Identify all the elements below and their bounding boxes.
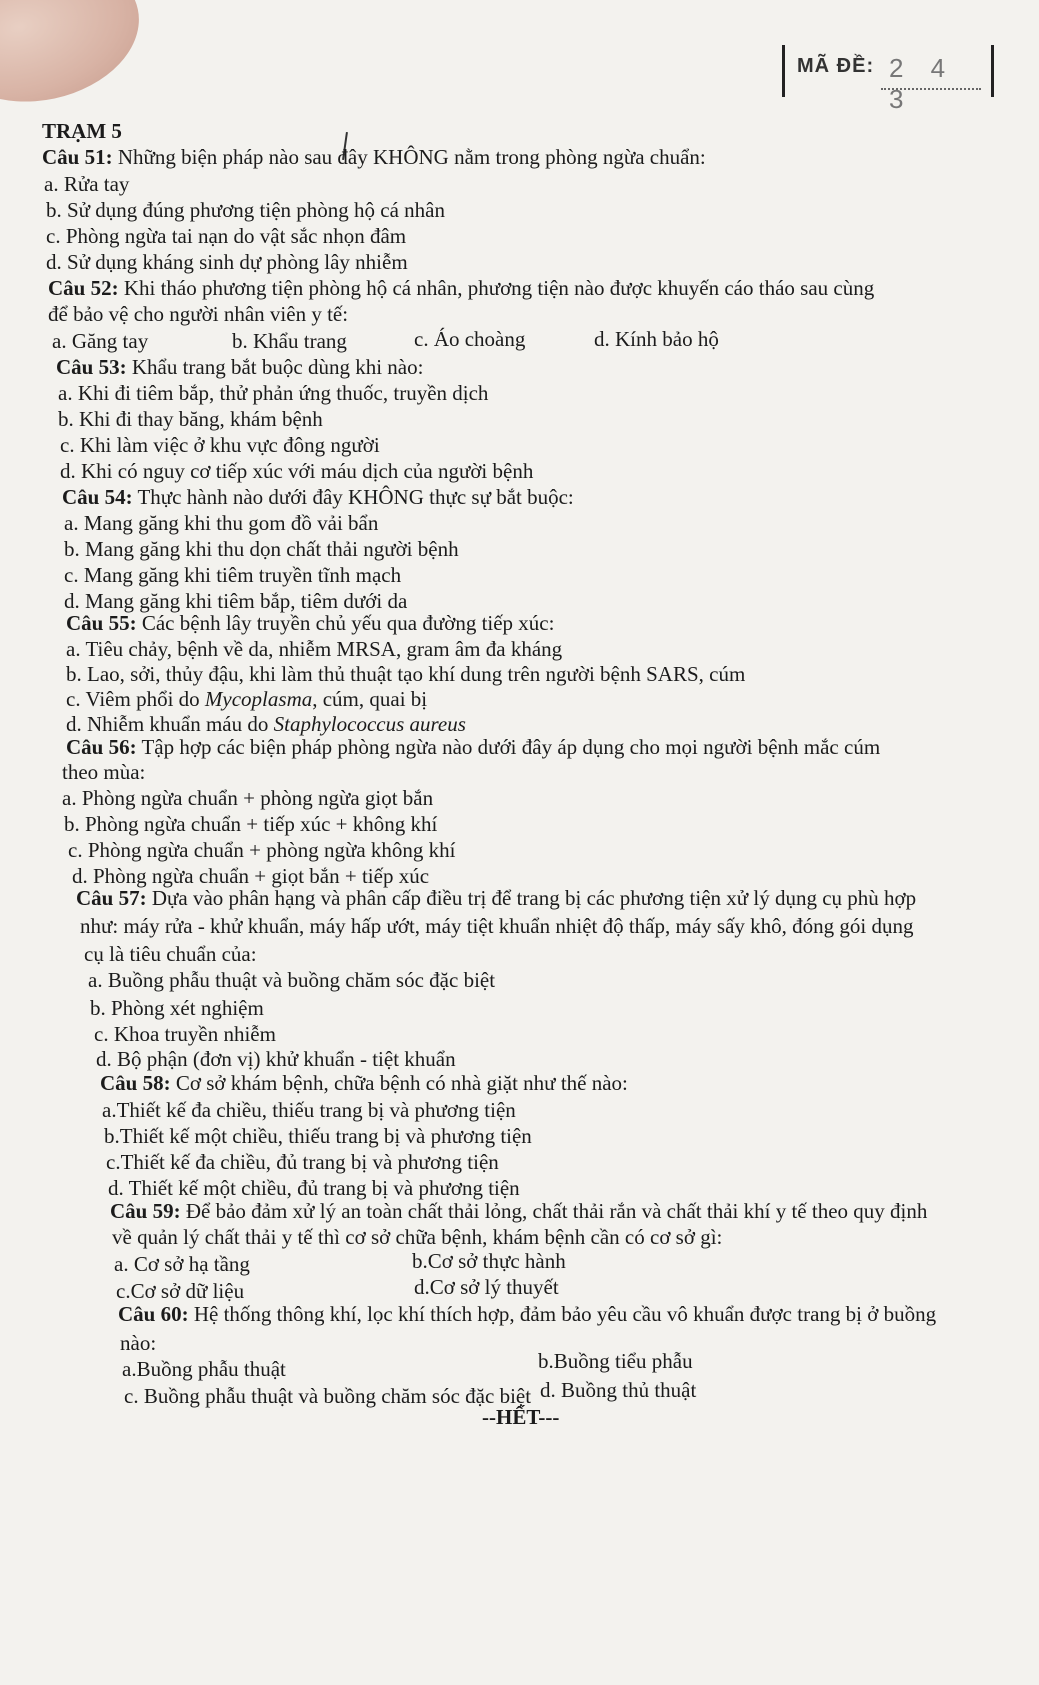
question-text: Dựa vào phân hạng và phân cấp điều trị để trang bị các phương tiện xử lý dụng cụ phù hợp <box>151 886 917 910</box>
question-60 <box>118 1301 936 1327</box>
answer-54-d: d. Mang găng khi tiêm bắp, tiêm dưới da <box>64 589 408 613</box>
question-58 <box>100 1070 628 1096</box>
answer-58-d: d. Thiết kế một chiều, đủ trang bị và phương tiện <box>108 1176 520 1200</box>
question-number: Câu 51: <box>42 145 113 169</box>
answer-51-a: a. Rửa tay <box>44 172 130 196</box>
answer-56-c: c. Phòng ngừa chuẩn + phòng ngừa không khí <box>68 838 456 862</box>
question-52-cont: để bảo vệ cho người nhân viên y tế: <box>48 302 349 326</box>
answer-text: , cúm, quai bị <box>312 687 428 711</box>
question-number: Câu 52: <box>48 276 119 300</box>
answer-54-a: a. Mang găng khi thu gom đồ vải bẩn <box>64 511 379 535</box>
question-59-cont: về quản lý chất thải y tế thì cơ sở chữa bệnh, khám bệnh cần có cơ sở gì: <box>112 1225 723 1249</box>
answer-53-b: b. Khi đi thay băng, khám bệnh <box>58 407 323 431</box>
question-54 <box>62 484 574 510</box>
question-text: Hệ thống thông khí, lọc khí thích hợp, đảm bảo yêu cầu vô khuẩn được trang bị ở buồng <box>193 1302 937 1326</box>
question-number: Câu 59: <box>110 1199 181 1223</box>
question-57-cont2: cụ là tiêu chuẩn của: <box>84 942 257 966</box>
question-text: Khi tháo phương tiện phòng hộ cá nhân, phương tiện nào được khuyến cáo tháo sau cùng <box>123 276 875 300</box>
answer-53-c: c. Khi làm việc ở khu vực đông người <box>60 433 380 457</box>
answer-60-a: a.Buồng phẫu thuật <box>122 1357 286 1381</box>
answer-60-b: b.Buồng tiểu phẫu <box>538 1349 693 1373</box>
organism-name: Mycoplasma <box>204 687 313 711</box>
answer-52-b: b. Khẩu trang <box>232 329 347 353</box>
answer-52-a: a. Găng tay <box>52 329 149 353</box>
question-53 <box>56 354 423 380</box>
answer-58-b: b.Thiết kế một chiều, thiếu trang bị và phương tiện <box>104 1124 532 1148</box>
answer-58-c: c.Thiết kế đa chiều, đủ trang bị và phương tiện <box>106 1150 499 1174</box>
question-number: Câu 60: <box>118 1302 189 1326</box>
answer-60-c: c. Buồng phẫu thuật và buồng chăm sóc đặc biệt <box>124 1384 532 1408</box>
exam-code-box <box>782 45 994 114</box>
question-number: Câu 57: <box>76 886 147 910</box>
answer-60-d: d. Buồng thủ thuật <box>540 1378 697 1402</box>
answer-text: d. Nhiễm khuẩn máu do <box>66 712 274 736</box>
question-number: Câu 56: <box>66 735 137 759</box>
answer-59-b: b.Cơ sở thực hành <box>412 1249 566 1273</box>
question-51 <box>42 144 706 170</box>
answer-57-c: c. Khoa truyền nhiễm <box>94 1022 276 1046</box>
question-text: Những biện pháp nào sau đây KHÔNG nằm trong phòng ngừa chuẩn: <box>117 145 706 169</box>
answer-54-c: c. Mang găng khi tiêm truyền tĩnh mạch <box>64 563 402 587</box>
question-57 <box>76 885 916 911</box>
question-number: Câu 58: <box>100 1071 171 1095</box>
question-60-cont: nào: <box>120 1331 157 1355</box>
exam-code-value: 2 4 3 <box>889 53 956 114</box>
answer-57-a: a. Buồng phẫu thuật và buồng chăm sóc đặc biệt <box>88 968 496 992</box>
question-59 <box>110 1198 927 1224</box>
answer-51-b: b. Sử dụng đúng phương tiện phòng hộ cá nhân <box>46 198 445 222</box>
answer-59-d: d.Cơ sở lý thuyết <box>414 1275 559 1299</box>
answer-text: c. Viêm phổi do <box>66 687 205 711</box>
question-text: Cơ sở khám bệnh, chữa bệnh có nhà giặt như thế nào: <box>175 1071 628 1095</box>
finger-shadow <box>0 0 152 119</box>
question-57-cont: như: máy rửa - khử khuẩn, máy hấp ướt, máy tiệt khuẩn nhiệt độ thấp, máy sấy khô, đóng gói dụng <box>80 914 914 938</box>
answer-55-c <box>66 686 427 712</box>
answer-57-d: d. Bộ phận (đơn vị) khử khuẩn - tiệt khuẩn <box>96 1047 456 1071</box>
question-55 <box>66 610 554 636</box>
answer-53-d: d. Khi có nguy cơ tiếp xúc với máu dịch của người bệnh <box>60 459 534 483</box>
question-text: Để bảo đảm xử lý an toàn chất thải lỏng, chất thải rắn và chất thải khí y tế theo quy định <box>185 1199 928 1223</box>
answer-59-a: a. Cơ sở hạ tầng <box>114 1252 250 1276</box>
answer-54-b: b. Mang găng khi thu dọn chất thải người bệnh <box>64 537 459 561</box>
answer-59-c: c.Cơ sở dữ liệu <box>116 1279 245 1303</box>
question-56-cont: theo mùa: <box>62 760 146 784</box>
end-mark: --HẾT--- <box>482 1405 560 1429</box>
answer-52-c: c. Áo choàng <box>414 327 526 351</box>
question-number: Câu 55: <box>66 611 137 635</box>
answer-51-d: d. Sử dụng kháng sinh dự phòng lây nhiễm <box>46 250 408 274</box>
organism-name: Staphylococcus aureus <box>273 712 466 736</box>
answer-57-b: b. Phòng xét nghiệm <box>90 996 264 1020</box>
answer-56-b: b. Phòng ngừa chuẩn + tiếp xúc + không khí <box>64 812 438 836</box>
answer-56-a: a. Phòng ngừa chuẩn + phòng ngừa giọt bắn <box>62 786 434 810</box>
station-title: TRẠM 5 <box>42 119 122 143</box>
question-text: Tập hợp các biện pháp phòng ngừa nào dưới đây áp dụng cho mọi người bệnh mắc cúm <box>141 735 881 759</box>
question-text: Thực hành nào dưới đây KHÔNG thực sự bắt buộc: <box>137 485 574 509</box>
question-52 <box>48 275 874 301</box>
exam-code-underline <box>881 88 981 90</box>
answer-55-b: b. Lao, sởi, thủy đậu, khi làm thủ thuật tạo khí dung trên người bệnh SARS, cúm <box>66 662 746 686</box>
answer-51-c: c. Phòng ngừa tai nạn do vật sắc nhọn đâm <box>46 224 407 248</box>
answer-55-a: a. Tiêu chảy, bệnh về da, nhiễm MRSA, gram âm đa kháng <box>66 637 563 661</box>
question-number: Câu 53: <box>56 355 127 379</box>
exam-code-label: MÃ ĐỀ: <box>797 55 875 77</box>
question-56 <box>66 734 880 760</box>
answer-58-a: a.Thiết kế đa chiều, thiếu trang bị và phương tiện <box>102 1098 516 1122</box>
question-text: Các bệnh lây truyền chủ yếu qua đường tiếp xúc: <box>141 611 555 635</box>
answer-56-d: d. Phòng ngừa chuẩn + giọt bắn + tiếp xúc <box>72 864 430 888</box>
question-text: Khẩu trang bắt buộc dùng khi nào: <box>131 355 424 379</box>
answer-52-d: d. Kính bảo hộ <box>594 327 719 351</box>
answer-53-a: a. Khi đi tiêm bắp, thử phản ứng thuốc, truyền dịch <box>58 381 489 405</box>
question-number: Câu 54: <box>62 485 133 509</box>
